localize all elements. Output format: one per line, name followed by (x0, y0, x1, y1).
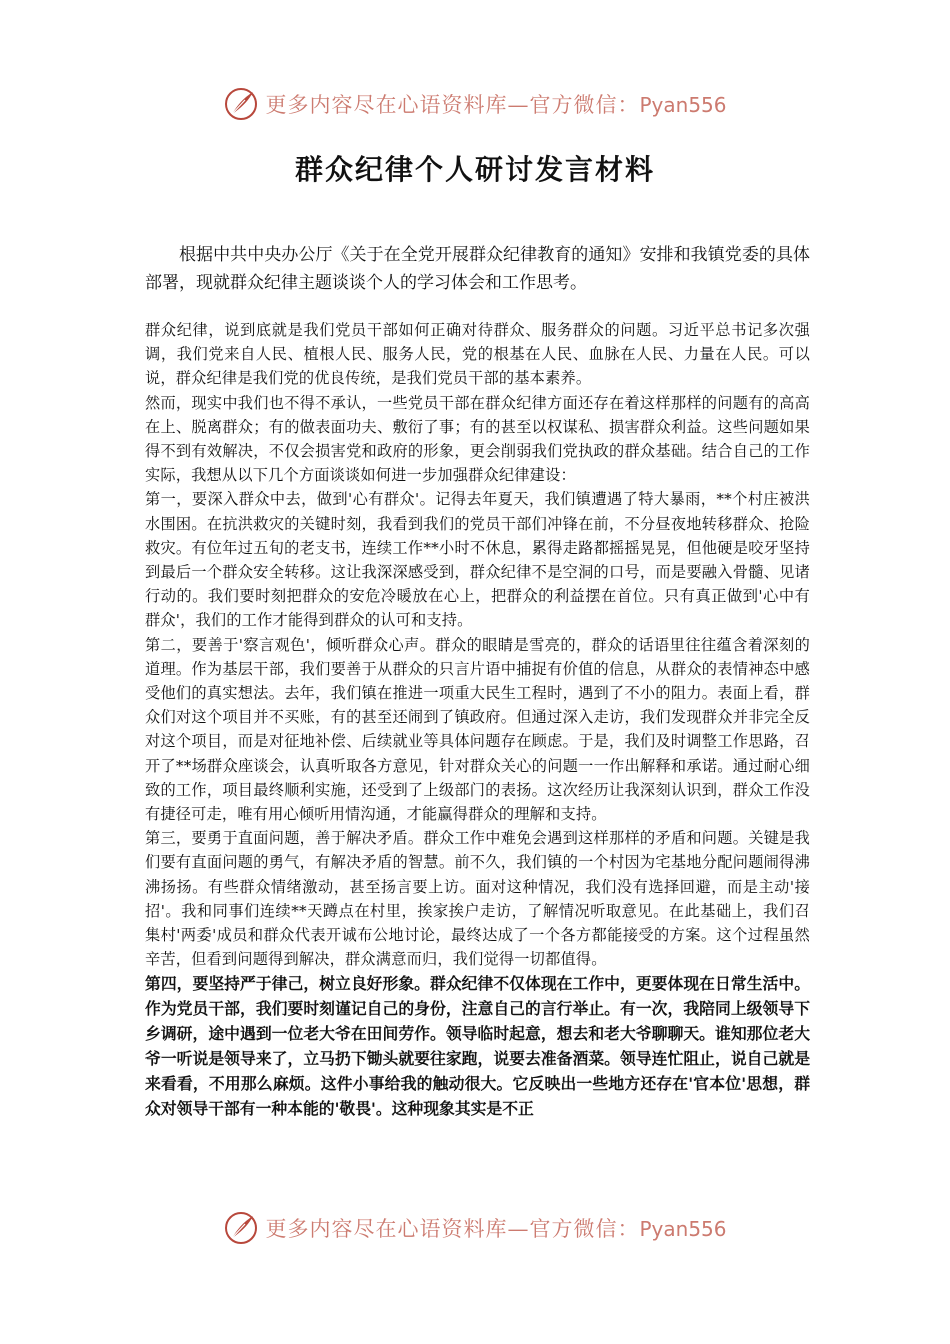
header-banner (0, 82, 950, 126)
body-paragraph: 第二，要善于'察言观色'，倾听群众心声。群众的眼睛是雪亮的，群众的话语里往往蕴含着深刻的道理。作为基层干部，我们要善于从群众的只言片语中捕捉有价值的信息，从群众的表情神态中感受他们的真实想法。去年，我们镇在推进一项重大民生工程时，遇到了不小的阻力。表面上看，群众们对这个项目并不买账，有的甚至还闹到了镇政府。但通过深入走访，我们发现群众并非完全反对这个项目，而是对征地补偿、后续就业等具体问题存在顾虑。于是，我们及时调整工作思路，召开了**场群众座谈会，认真听取各方意见，针对群众关心的问题一一作出解释和承诺。通过耐心细致的工作，项目最终顺利实施，还受到了上级部门的表扬。这次经历让我深刻认识到，群众工作没有捷径可走，唯有用心倾听用情沟通，才能赢得群众的理解和支持。 (145, 635, 810, 824)
body-paragraph: 然而，现实中我们也不得不承认，一些党员干部在群众纪律方面还存在着这样那样的问题有的高高在上、脱离群众；有的做表面功夫、敷衍了事；有的甚至以权谋私、损害群众利益。这些问题如果得不到有效解决，不仅会损害党和政府的形象，更会削弱我们党执政的群众基础。结合自己的工作实际，我想从以下几个方面谈谈如何进一步加强群众纪律建设： (145, 393, 810, 485)
footer-banner (0, 1206, 950, 1250)
wechat-id: Pyan556 (639, 93, 727, 117)
feather-pen-logo-icon (223, 1210, 259, 1246)
body-paragraph: 群众纪律，说到底就是我们党员干部如何正确对待群众、服务群众的问题。习近平总书记多次强调，我们党来自人民、植根人民、服务人民，党的根基在人民、血脉在人民、力量在人民。可以说，群众纪律是我们党的优良传统，是我们党员干部的基本素养。 (145, 321, 810, 388)
banner-text: 更多内容尽在心语资料库—官方微信：Pyan556 (265, 1217, 727, 1241)
wechat-id: Pyan556 (639, 1217, 727, 1241)
body-paragraph: 第三，要勇于直面问题，善于解决矛盾。群众工作中难免会遇到这样那样的矛盾和问题。关键是我们要有直面问题的勇气，有解决矛盾的智慧。前不久，我们镇的一个村因为宅基地分配问题闹得沸沸扬扬。有些群众情绪激动，甚至扬言要上访。面对这种情况，我们没有选择回避，而是主动'接招'。我和同事们连续**天蹲点在村里，挨家挨户走访，了解情况听取意见。在此基础上，我们召集村'两委'成员和群众代表开诚布公地讨论，最终达成了一个各方都能接受的方案。这个过程虽然辛苦，但看到问题得到解决，群众满意而归，我们觉得一切都值得。 (145, 829, 810, 969)
feather-pen-logo-icon (223, 86, 259, 122)
banner-text: 更多内容尽在心语资料库—官方微信：Pyan556 (265, 93, 727, 117)
body-paragraph-bold: 第四，要坚持严于律己，树立良好形象。群众纪律不仅体现在工作中，更要体现在日常生活中。作为党员干部，我们要时刻谨记自己的身份，注意自己的言行举止。有一次，我陪同上级领导下乡调研，途中遇到一位老大爷在田间劳作。领导临时起意，想去和老大爷聊聊天。谁知那位老大爷一听说是领导来了，立马扔下锄头就要往家跑，说要去准备酒菜。领导连忙阻止，说自己就是来看看，不用那么麻烦。这件小事给我的触动很大。它反映出一些地方还存在'官本位'思想，群众对领导干部有一种本能的'敬畏'。这种现象其实是不正 (145, 974, 810, 1119)
body-paragraph: 第一，要深入群众中去，做到'心有群众'。记得去年夏天，我们镇遭遇了特大暴雨，**个村庄被洪水围困。在抗洪救灾的关键时刻，我看到我们的党员干部们冲锋在前，不分昼夜地转移群众、抢险救灾。有位年过五旬的老支书，连续工作**小时不休息，累得走路都摇摇晃晃，但他硬是咬牙坚持到最后一个群众安全转移。这让我深深感受到，群众纪律不是空洞的口号，而是要融入骨髓、见诸行动的。我们要时刻把群众的安危冷暖放在心上，把群众的利益摆在首位。只有真正做到'心中有群众'，我们的工作才能得到群众的认可和支持。 (145, 490, 810, 630)
document-body (145, 318, 810, 1188)
intro-paragraph: 根据中共中央办公厅《关于在全党开展群众纪律教育的通知》安排和我镇党委的具体部署，现就群众纪律主题谈谈个人的学习体会和工作思考。 (145, 245, 810, 293)
document-title: 群众纪律个人研讨发言材料 (294, 153, 655, 186)
